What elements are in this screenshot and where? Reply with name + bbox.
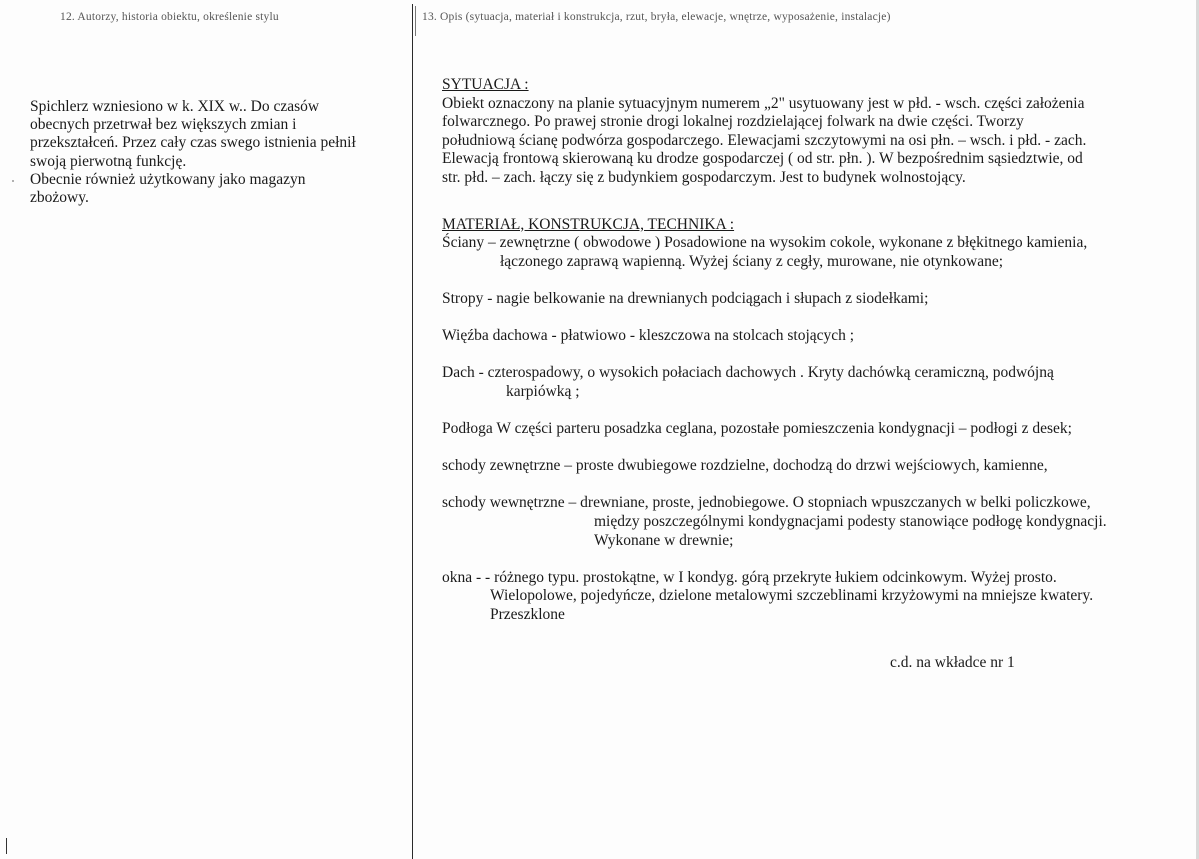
schody-wew-line-cont: Wykonane w drewnie; bbox=[594, 531, 734, 549]
schody-zew-line: schody zewnętrzne – proste dwubiegowe rozdzielne, dochodzą do drzwi wejściowych, kamienne, bbox=[442, 457, 1048, 475]
section-12-header: 12. Autorzy, historia obiektu, określenie stylu bbox=[60, 11, 279, 23]
sytuacja-line: str. płd. – zach. łączy się z budynkiem gospodarczym. Jest to budynek wolnostojący. bbox=[442, 168, 966, 186]
sytuacja-line: folwarcznego. Po prawej stronie drogi lokalnej rozdzielającej folwark na dwie części. Tworzy bbox=[442, 113, 1024, 131]
description-section bbox=[442, 76, 1187, 625]
history-section bbox=[30, 98, 402, 207]
okna-line: okna - - różnego typu. prostokątne, w I kondyg. górą przekryte łukiem odcinkowym. Wyżej prosto. bbox=[442, 568, 1057, 586]
section-13-header: 13. Opis (sytuacja, materiał i konstrukcja, rzut, bryła, elewacje, wnętrze, wyposażenie, instalacje) bbox=[422, 11, 891, 23]
sytuacja-line: południową ścianę podwórza gospodarczego. Elewacjami szczytowymi na osi płn. – wsch. i płd. - zach. bbox=[442, 131, 1087, 149]
stropy-line: Stropy - nagie belkowanie na drewnianych podciągach i słupach z siodełkami; bbox=[442, 289, 929, 307]
okna-line-cont: Przeszklone bbox=[490, 606, 565, 624]
continuation-note: c.d. na wkładce nr 1 bbox=[890, 654, 1015, 671]
column-divider-secondary bbox=[415, 6, 416, 36]
okna-line-cont: Wielopolowe, pojedyńcze, dzielone metalowymi szczeblinami krzyżowymi na mniejsze kwatery. bbox=[490, 587, 1094, 605]
history-line: swoją pierwotną funkcję. bbox=[30, 152, 187, 170]
scan-speck bbox=[12, 180, 14, 182]
material-heading: MATERIAŁ, KONSTRUKCJA, TECHNIKA : bbox=[442, 215, 735, 233]
history-line: Spichlerz wzniesiono w k. XIX w.. Do czasów bbox=[30, 98, 320, 115]
history-line: obecnych przetrwał bez większych zmian i bbox=[30, 116, 297, 134]
wiezba-line: Więźba dachowa - płatwiowo - kleszczowa na stolcach stojących ; bbox=[442, 327, 855, 345]
podloga-line: Podłoga W części parteru posadzka ceglana, pozostałe pomieszczenia kondygnacji – podłogi z desek; bbox=[442, 420, 1072, 438]
sytuacja-line: Obiekt oznaczony na planie sytuacyjnym numerem „2" usytuowany jest w płd. - wsch. części założenia bbox=[442, 94, 1085, 112]
sytuacja-heading: SYTUACJA : bbox=[442, 76, 529, 93]
sytuacja-line: Elewacją frontową skierowaną ku drodze gospodarczej ( od str. płn. ). W bezpośrednim sąsiedztwie, od bbox=[442, 150, 1083, 168]
sciany-line: Ściany – zewnętrzne ( obwodowe ) Posadowione na wysokim cokole, wykonane z błękitnego kamienia, bbox=[442, 234, 1088, 252]
dach-line-cont: karpiówką ; bbox=[506, 382, 580, 400]
column-divider bbox=[412, 4, 413, 859]
history-line: Obecnie również użytkowany jako magazyn bbox=[30, 170, 306, 188]
schody-wew-line: schody wewnętrzne – drewniane, proste, jednobiegowe. O stopniach wpuszczanych w belki policzkowe, bbox=[442, 494, 1091, 512]
sciany-line-cont: łączonego zaprawą wapienną. Wyżej ściany z cegły, murowane, nie otynkowane; bbox=[500, 252, 1004, 270]
schody-wew-line-cont: między poszczególnymi kondygnacjami podesty stanowiące podłogę kondygnacji. bbox=[594, 513, 1107, 531]
history-line: zbożowy. bbox=[30, 189, 89, 207]
history-line: przekształceń. Przez cały czas swego istnienia pełnił bbox=[30, 134, 356, 152]
dach-line: Dach - czterospadowy, o wysokich połaciach dachowych . Kryty dachówką ceramiczną, podwójną bbox=[442, 364, 1054, 382]
scan-mark bbox=[6, 838, 7, 854]
